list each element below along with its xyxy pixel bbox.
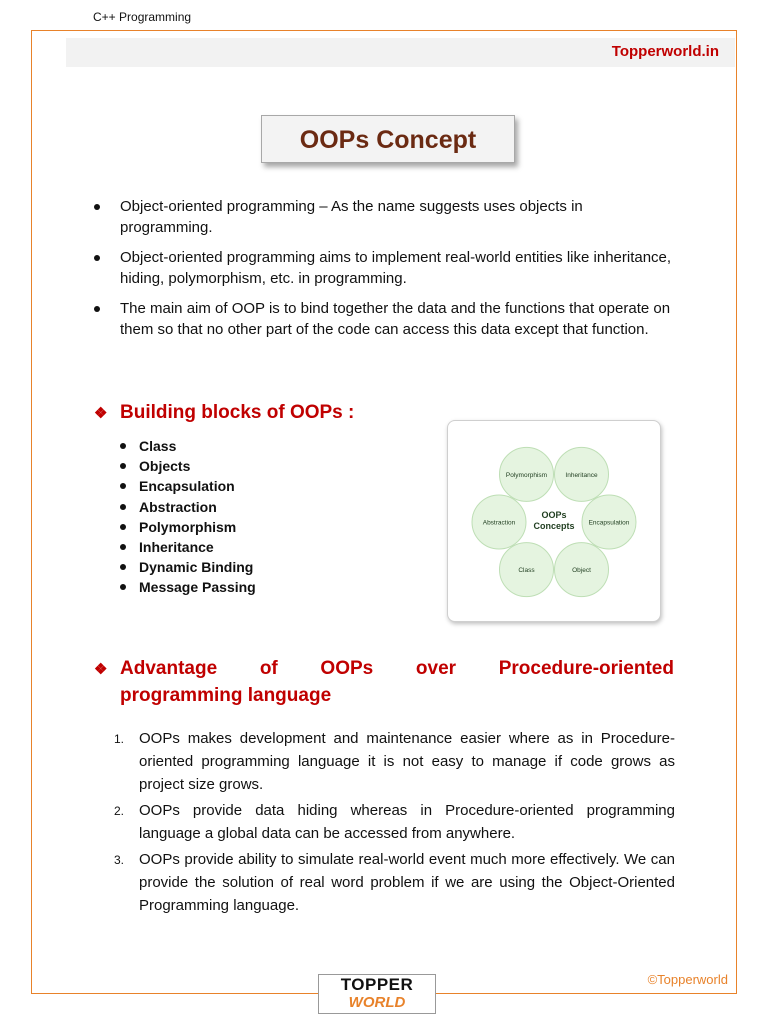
advantages-list (112, 727, 675, 920)
heading-word: Advantage (120, 658, 218, 679)
list-item (118, 517, 256, 537)
list-item (92, 298, 672, 340)
list-item-text: Polymorphism (139, 518, 237, 535)
bullet-icon (94, 306, 100, 312)
list-item-text: OOPs provide data hiding whereas in Procedure-oriented programming language a global data can be accessed from anywhere. (139, 802, 675, 842)
concept-node-label: Inheritance (565, 471, 598, 479)
list-item-text: Object-oriented programming – As the name suggests uses objects in programming. (120, 198, 583, 236)
topperworld-logo (318, 974, 436, 1014)
concept-node-label: Polymorphism (505, 471, 548, 479)
list-item-text: Object-oriented programming aims to implement real-world entities like inheritance, hiding, polymorphism, etc. in programming. (120, 249, 672, 287)
list-item (118, 537, 256, 557)
list-item (118, 436, 256, 456)
list-number: 2. (114, 804, 125, 818)
diagram-center-label-line1: OOPs (541, 510, 567, 520)
brand-bar (66, 38, 735, 67)
list-item (118, 577, 256, 597)
building-blocks-heading-text: Building blocks of OOPs : (120, 402, 355, 423)
list-item-text: The main aim of OOP is to bind together the data and the functions that operate on them so that no other part of the code can access this data except that function. (120, 300, 671, 338)
list-item (118, 456, 256, 476)
list-item (112, 799, 675, 845)
list-item (118, 497, 256, 517)
oops-concepts-diagram (447, 420, 661, 622)
list-item (92, 247, 672, 289)
diamond-bullet-icon: ❖ (94, 661, 108, 678)
diamond-bullet-icon: ❖ (94, 405, 108, 422)
list-item (92, 196, 672, 238)
list-number: 1. (114, 732, 125, 746)
list-item-text: Message Passing (139, 579, 256, 596)
bullet-icon (120, 564, 126, 570)
list-item-text: Inheritance (139, 539, 214, 556)
bullet-icon (120, 524, 126, 530)
bullet-icon (120, 443, 126, 449)
footer-copyright: ©Topperworld (647, 972, 728, 987)
logo-text-top: TOPPER (340, 975, 414, 994)
list-item-text: OOPs makes development and maintenance easier where as in Procedure-oriented programming language it is not easy to manage if code grows as project size grows. (139, 730, 675, 793)
list-item-text: OOPs provide ability to simulate real-world event much more effectively. We can provide the solution of real word problem if we are using the Object-Oriented Programming language. (139, 851, 675, 914)
advantages-heading-text (120, 655, 674, 709)
concept-node-label: Abstraction (482, 519, 516, 527)
oops-diagram-svg (448, 421, 660, 621)
list-item-text: Dynamic Binding (139, 559, 254, 576)
heading-word: Procedure-oriented (498, 658, 674, 679)
bullet-icon (120, 504, 126, 510)
list-item-text: Encapsulation (139, 478, 235, 495)
concept-node-label: Encapsulation (588, 519, 630, 527)
intro-list (92, 196, 672, 349)
building-blocks-list (118, 436, 256, 598)
concept-node-label: Class (518, 567, 535, 575)
list-number: 3. (114, 853, 125, 867)
heading-word: over (415, 658, 457, 679)
list-item (112, 727, 675, 796)
page-title: OOPs Concept (261, 115, 515, 163)
building-blocks-heading (94, 399, 354, 426)
diagram-center-label-line2: Concepts (533, 521, 575, 531)
list-item-text: Abstraction (139, 498, 217, 515)
advantages-heading (94, 655, 674, 709)
list-item (112, 848, 675, 917)
advantages-heading-line1 (120, 655, 674, 682)
list-item (118, 557, 256, 577)
advantages-heading-line2: programming language (120, 685, 332, 706)
bullet-icon (94, 255, 100, 261)
bullet-icon (120, 483, 126, 489)
bullet-icon (94, 204, 100, 210)
list-item-text: Class (139, 438, 177, 454)
logo-text-bottom: WORLD (348, 994, 406, 1011)
bullet-icon (120, 544, 126, 550)
brand-name: Topperworld.in (611, 43, 719, 60)
bullet-icon (120, 584, 126, 590)
bullet-icon (120, 463, 126, 469)
list-item (118, 476, 256, 496)
running-title: C++ Programming (93, 10, 192, 24)
heading-word: of (259, 658, 278, 679)
concept-node-label: Object (572, 567, 591, 575)
heading-word: OOPs (320, 658, 374, 679)
list-item-text: Objects (139, 458, 191, 475)
